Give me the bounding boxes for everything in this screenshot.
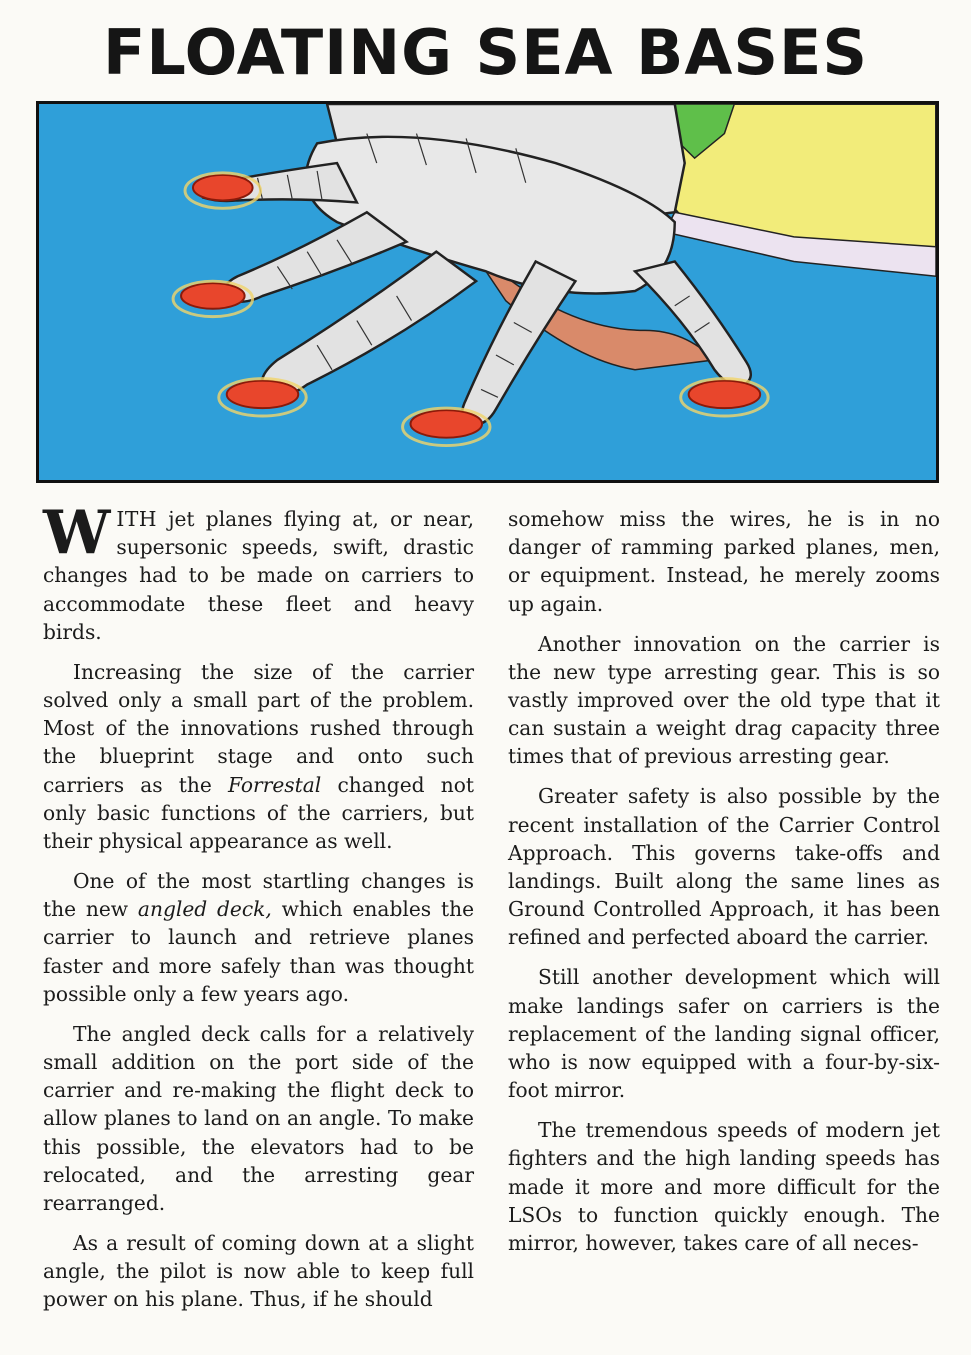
ship-5 bbox=[689, 381, 761, 409]
lead-in-smallcaps: ITH bbox=[116, 507, 157, 531]
paragraph-2 bbox=[43, 658, 474, 855]
ship-3 bbox=[227, 381, 299, 409]
paragraph-7: Greater safety is also possible by the recent installation of the Carrier Control Approach. This governs take-offs and landings. Built along the same lines as Ground Controlled Approach, it has been refined and perfected aboard the carrier. bbox=[508, 784, 940, 950]
article-column-right bbox=[508, 505, 940, 1269]
hand-over-sea-illustration bbox=[39, 104, 936, 480]
paragraph-3-text: One of the most startling changes is the new bbox=[43, 869, 474, 922]
paragraph-8: Still another development which will make landings safer on carriers is the replacement of the landing signal officer, who is now equipped with a four-by-six-foot mirror. bbox=[508, 965, 940, 1103]
paragraph-4: The angled deck calls for a relatively small addition on the port side of the carrier and re-making the flight deck to allow planes to land on an angle. To make this possible, the elevators had to be relocated, and the arresting gear rearranged. bbox=[43, 1021, 474, 1216]
paragraph-2-text-end: changed not only basic functions of the carriers, but their physical appearance as well. bbox=[43, 772, 475, 854]
paragraph-3 bbox=[43, 867, 474, 1008]
angled-deck-term: angled deck, bbox=[137, 897, 272, 922]
ship-2 bbox=[181, 283, 245, 309]
page-title: FLOATING SEA BASES bbox=[102, 16, 869, 89]
paragraph-5-continued: somehow miss the wires, he is in no danger of ramming parked planes, men, or equipment. Instead, he merely zooms up again. bbox=[508, 507, 940, 616]
paragraph-1 bbox=[43, 498, 474, 646]
paragraph-6: Another innovation on the carrier is the new type arresting gear. This is so vastly improved over the old type that it can sustain a weight drag capacity three times that of previous arresting gear. bbox=[508, 631, 940, 769]
illustration-panel bbox=[36, 101, 939, 483]
paragraph-9: The tremendous speeds of modern jet fighters and the high landing speeds has made it more and more difficult for the LSOs to function quickly enough. The mirror, however, takes care of all neces- bbox=[508, 1118, 940, 1256]
article-column-left bbox=[43, 498, 475, 1325]
paragraph-2-text: Increasing the size of the carrier solved only a small part of the problem. Most of the innovations rushed through the blueprint stage and onto such carriers as the bbox=[43, 659, 474, 797]
paragraph-5: As a result of coming down at a slight angle, the pilot is now able to keep full power on his plane. Thus, if he should bbox=[43, 1231, 474, 1312]
ship-1 bbox=[193, 175, 253, 201]
paragraph-3-text-end: which enables the carrier to launch and retrieve planes faster and more safely than was thought possible only a few years ago. bbox=[43, 897, 475, 1006]
paragraph-1-text: jet planes flying at, or near, supersonic speeds, swift, drastic changes had to be made on carriers to accommodate these fleet and heavy birds. bbox=[43, 507, 474, 644]
drop-cap: W bbox=[43, 498, 111, 568]
ship-4 bbox=[411, 410, 483, 438]
ship-name-forrestal: Forrestal bbox=[228, 772, 322, 797]
